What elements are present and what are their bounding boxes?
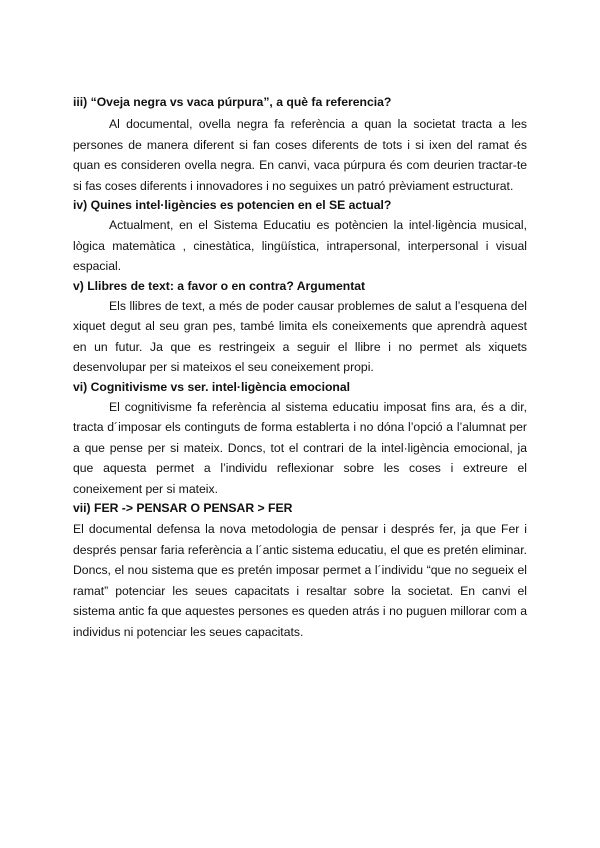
- section-heading: vii) FER -> PENSAR O PENSAR > FER: [73, 501, 293, 515]
- section-intelligences: [73, 196, 527, 277]
- section-textbooks: [73, 277, 527, 378]
- section-body: Al documental, ovella negra fa referència a quan la societat tracta a les persones de manera diferent si fan coses diferents de tots i si ixen del ramat és quan es consideren ovella negra. En canvi, vaca púrpura és com deurien tractar-te si fas coses diferents i innovadores i no seguixes un patró prèviament estructurat.: [73, 117, 527, 193]
- section-body: El documental defensa la nova metodologia de pensar i després fer, ja que Fer i després pensar faria referència a l´antic sistema educatiu, el que es pretén eliminar. Doncs, el nou sistema que es pretén imposar permet a l´individu “que no segueix el ramat” potenciar les seues capacitats i resaltar sobre la societat. En canvi el sistema antic fa que aquestes persones es queden atrás i no puguen millorar com a individus ni potenciar les seues capacitats.: [73, 522, 527, 639]
- section-cognitivism: [73, 378, 527, 500]
- section-body: Actualment, en el Sistema Educatiu es potèncien la intel·ligència musical, lògica matemàtica , cinestàtica, lingüística, intrapersonal, interpersonal i visual espacial.: [73, 218, 527, 273]
- section-heading: v) Llibres de text: a favor o en contra? Argumentat: [73, 278, 366, 293]
- section-body: Els llibres de text, a més de poder causar problemes de salut a l’esquena del xiquet degut al seu gran pes, també limita els coneixements que aprendrà aquest en un futur. Ja que es restringeix a seguir el llibre i no permet als xiquets desenvolupar per si mateixos el seu coneixement propi.: [73, 298, 527, 374]
- section-black-sheep: [73, 93, 527, 196]
- section-body: El cognitivisme fa referència al sistema educatiu imposat fins ara, és a dir, tracta d´imposar els continguts de forma establerta i no dóna l’opció a l’alumnat per a que pense per si mateix. Doncs, tot el contrari de la intel·ligència emocional, ja que aquesta permet a l’individu reflexionar sobre les coses i extreure el coneixement per si mateix.: [73, 399, 527, 496]
- section-do-think: [73, 499, 527, 642]
- section-heading: iv) Quines intel·ligències es potencien en el SE actual?: [73, 198, 392, 212]
- section-heading: vi) Cognitivisme vs ser. intel·ligència emocional: [73, 379, 351, 394]
- section-heading: iii) “Oveja negra vs vaca púrpura”, a què fa referencia?: [73, 95, 392, 109]
